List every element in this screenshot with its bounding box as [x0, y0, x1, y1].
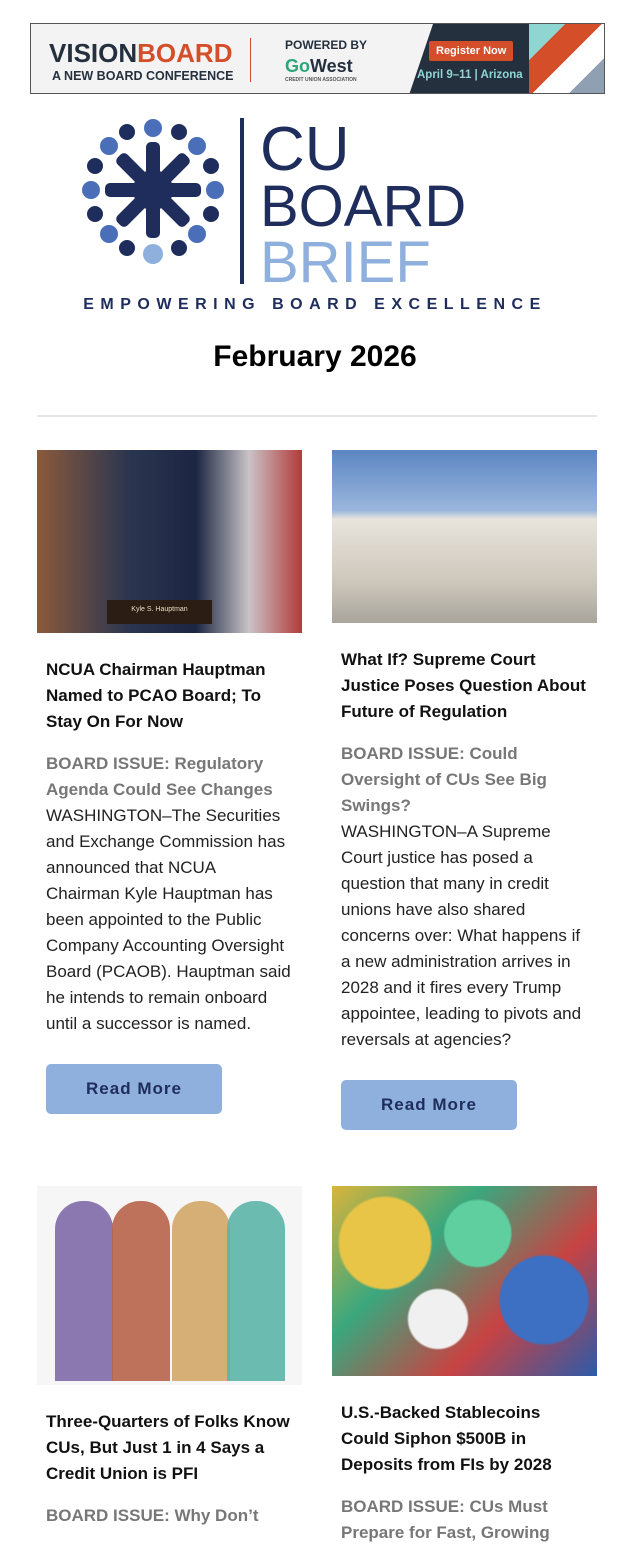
- cube-pattern-graphic: [529, 24, 604, 94]
- article-card: [37, 1186, 302, 1529]
- logo-tagline: EMPOWERING BOARD EXCELLENCE: [83, 296, 547, 313]
- logo-divider: [240, 118, 244, 284]
- article-title[interactable]: Three-Quarters of Folks Know CUs, But Just 1 in 4 Says a Credit Union is PFI: [46, 1412, 290, 1483]
- article-title[interactable]: U.S.-Backed Stablecoins Could Siphon $500B in Deposits from FIs by 2028: [341, 1403, 552, 1474]
- event-dates: April 9–11 | Arizona: [417, 69, 523, 81]
- logo-brief: BRIEF: [260, 230, 431, 288]
- board-issue: BOARD ISSUE: Could Oversight of CUs See Big Swings?: [341, 744, 547, 815]
- article-card: [332, 1186, 597, 1546]
- article-card: [332, 450, 597, 1130]
- article-image-supreme-court[interactable]: [332, 450, 597, 623]
- board-issue: BOARD ISSUE: Regulatory Agenda Could See Changes: [46, 754, 273, 799]
- logo-board: BOARD: [260, 174, 467, 239]
- banner-divider: [250, 38, 251, 82]
- nameplate: Kyle S. Hauptman: [107, 600, 212, 624]
- board-issue: BOARD ISSUE: CUs Must Prepare for Fast, Growing: [341, 1497, 550, 1542]
- register-now-button[interactable]: Register Now: [429, 41, 513, 61]
- issue-date-heading: February 2026: [213, 340, 417, 373]
- article-card: [37, 450, 302, 1114]
- board-issue: BOARD ISSUE: Why Don’t: [46, 1506, 259, 1525]
- article-title[interactable]: NCUA Chairman Hauptman Named to PCAO Board; To Stay On For Now: [46, 660, 266, 731]
- divider: [37, 415, 597, 417]
- article-summary: WASHINGTON–A Supreme Court justice has posed a question that many in credit unions have also shared concerns over: What happens if a new administration arrives in 2028 and it fires every Trump appointee, leading to pivots and reversals at agencies?: [341, 822, 582, 1049]
- article-image-hauptman[interactable]: [37, 450, 302, 633]
- article-image-stablecoins[interactable]: [332, 1186, 597, 1376]
- powered-by: POWERED BY: [285, 38, 368, 52]
- logo-cu: CU: [260, 118, 350, 184]
- article-summary: WASHINGTON–The Securities and Exchange Commission has announced that NCUA Chairman Kyle Hauptman has been appointed to the Public Company Accounting Oversight Board (PCAOB). Hauptman said he intends to remain onboard until a successor is named.: [46, 806, 291, 1033]
- cu-board-brief-logo: [78, 118, 558, 288]
- banner-subtitle: A NEW BOARD CONFERENCE: [52, 69, 234, 83]
- article-title[interactable]: What If? Supreme Court Justice Poses Question About Future of Regulation: [341, 650, 586, 721]
- article-image-people-silhouettes[interactable]: [37, 1186, 302, 1385]
- read-more-button[interactable]: Read More: [341, 1080, 517, 1130]
- read-more-button[interactable]: Read More: [46, 1064, 222, 1114]
- vision-board-logo: VISIONBOARD: [49, 38, 233, 68]
- snowflake-icon: [82, 119, 224, 264]
- gowest-logo: GoWest CREDIT UNION ASSOCIATION: [285, 56, 357, 83]
- vision-board-ad-banner[interactable]: [30, 23, 605, 94]
